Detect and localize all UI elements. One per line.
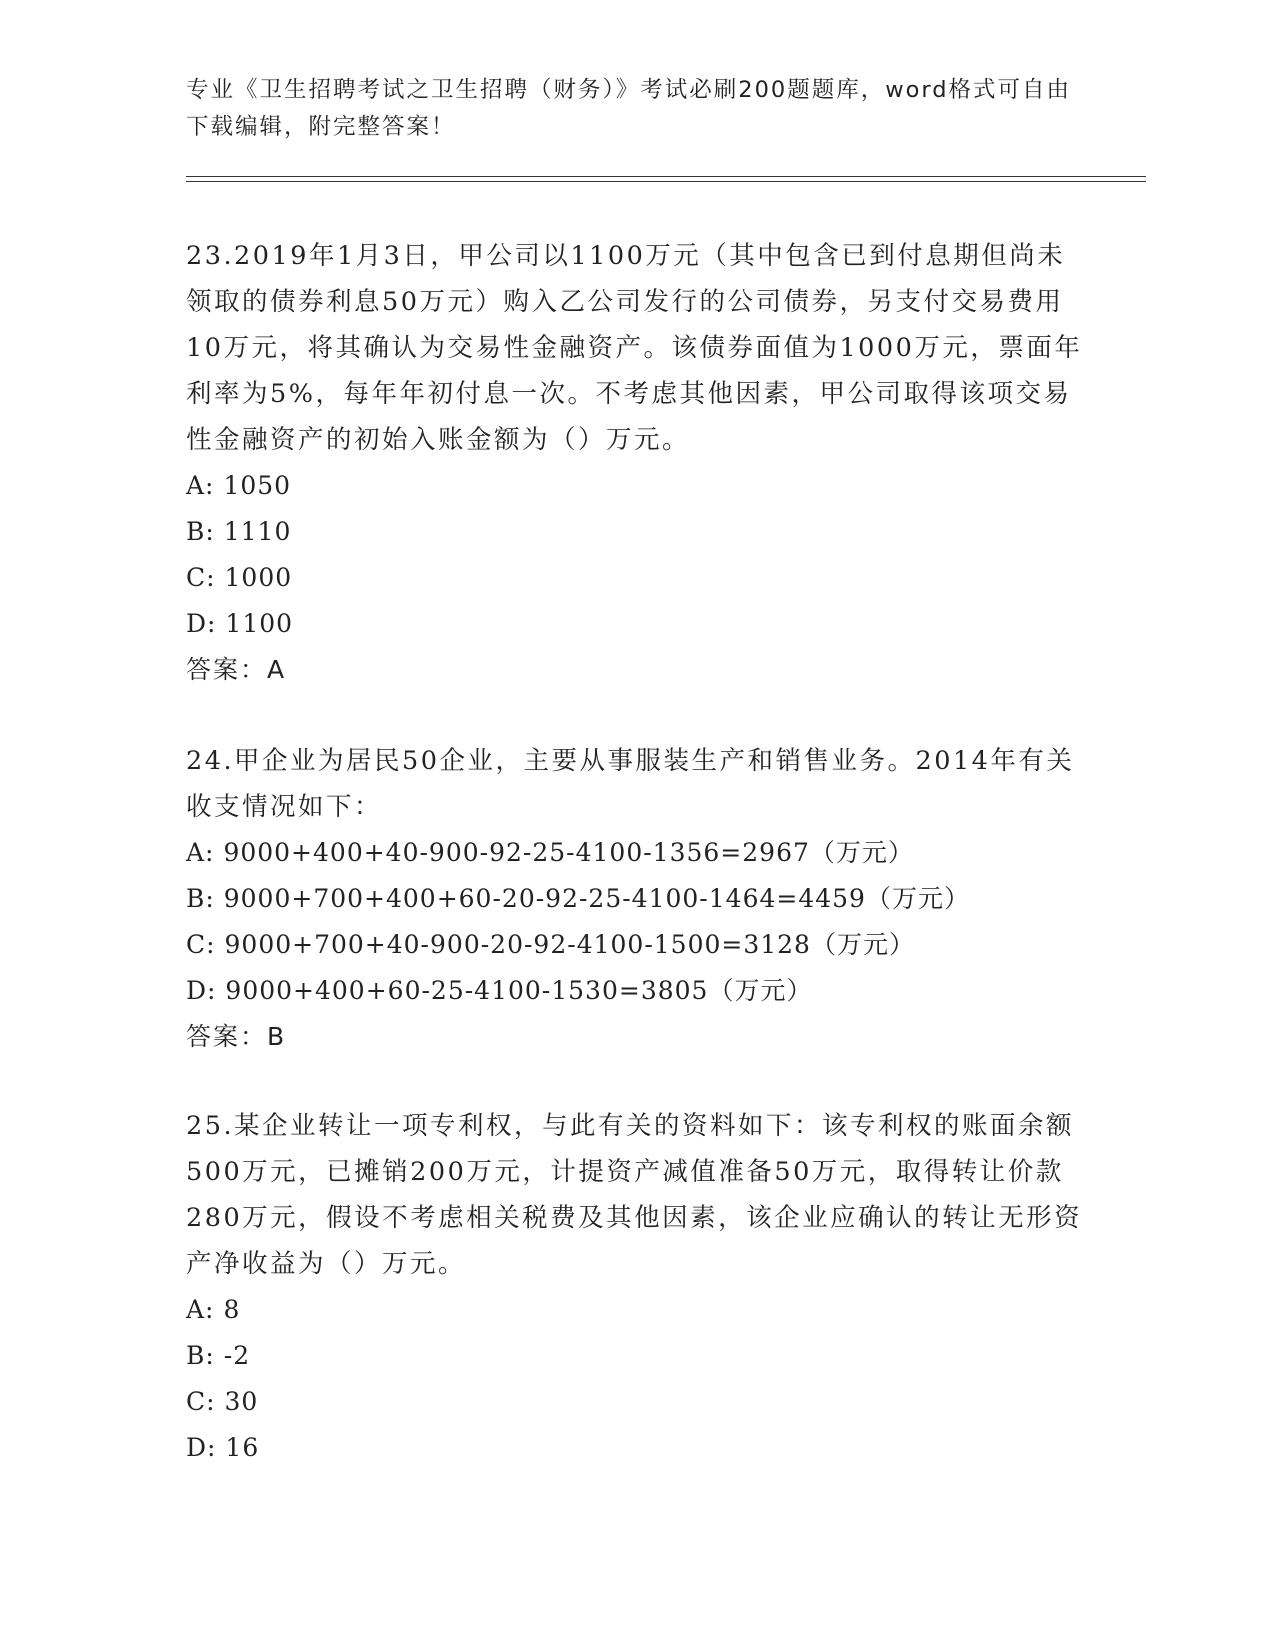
option-text: 9000+400+40-900-92-25-4100-1356=2967（万元） [223,838,914,867]
option-a [186,830,1086,876]
option-b [186,876,1086,922]
header-divider-top [186,176,1146,177]
question-23 [186,233,1086,693]
option-label: A: [186,838,215,867]
header-title: 专业《卫生招聘考试之卫生招聘（财务）》考试必刷200题题库，word格式可自由下载编辑，附完整答案！ [186,77,1072,140]
option-a [186,1287,1086,1333]
option-d [186,968,1086,1014]
option-text: 1110 [223,517,292,546]
option-text: 1100 [225,609,294,638]
option-label: D: [186,1433,217,1462]
option-label: B: [186,884,215,913]
option-text: -2 [223,1341,251,1370]
option-text: 8 [223,1295,241,1324]
question-24 [186,738,1086,1060]
option-d [186,1425,1086,1471]
option-text: 9000+400+60-25-4100-1530=3805（万元） [225,976,813,1005]
option-label: D: [186,976,217,1005]
answer: 答案：A [186,655,287,684]
header-divider-bottom [186,181,1146,182]
option-label: C: [186,1387,216,1416]
option-a [186,463,1086,509]
option-label: C: [186,930,216,959]
option-label: C: [186,563,216,592]
answer: 答案：B [186,1022,287,1051]
question-stem: 24.甲企业为居民50企业，主要从事服装生产和销售业务。2014年有关收支情况如下： [186,746,1075,822]
option-text: 1050 [223,471,292,500]
option-c [186,555,1086,601]
option-text: 9000+700+400+60-20-92-25-4100-1464=4459（万元） [223,884,970,913]
option-label: B: [186,517,215,546]
option-label: A: [186,471,215,500]
option-b [186,1333,1086,1379]
option-c [186,1379,1086,1425]
option-text: 30 [224,1387,259,1416]
question-stem: 25.某企业转让一项专利权，与此有关的资料如下：该专利权的账面余额500万元，已摊销200万元，计提资产减值准备50万元，取得转让价款280万元，假设不考虑相关税费及其他因素，该企业应确认的转让无形资产净收益为（）万元。 [186,1111,1083,1279]
document-header [186,72,1086,146]
option-b [186,509,1086,555]
question-25 [186,1103,1086,1471]
option-d [186,601,1086,647]
option-c [186,922,1086,968]
option-text: 1000 [224,563,293,592]
option-text: 9000+700+40-900-20-92-4100-1500=3128（万元） [224,930,915,959]
question-stem: 23.2019年1月3日，甲公司以1100万元（其中包含已到付息期但尚未领取的债券利息50万元）购入乙公司发行的公司债券，另支付交易费用10万元，将其确认为交易性金融资产。该债券面值为1000万元，票面年利率为5%，每年年初付息一次。不考虑其他因素，甲公司取得该项交易性金融资产的初始入账金额为（）万元。 [186,241,1083,455]
option-text: 16 [225,1433,260,1462]
option-label: A: [186,1295,215,1324]
option-label: B: [186,1341,215,1370]
option-label: D: [186,609,217,638]
